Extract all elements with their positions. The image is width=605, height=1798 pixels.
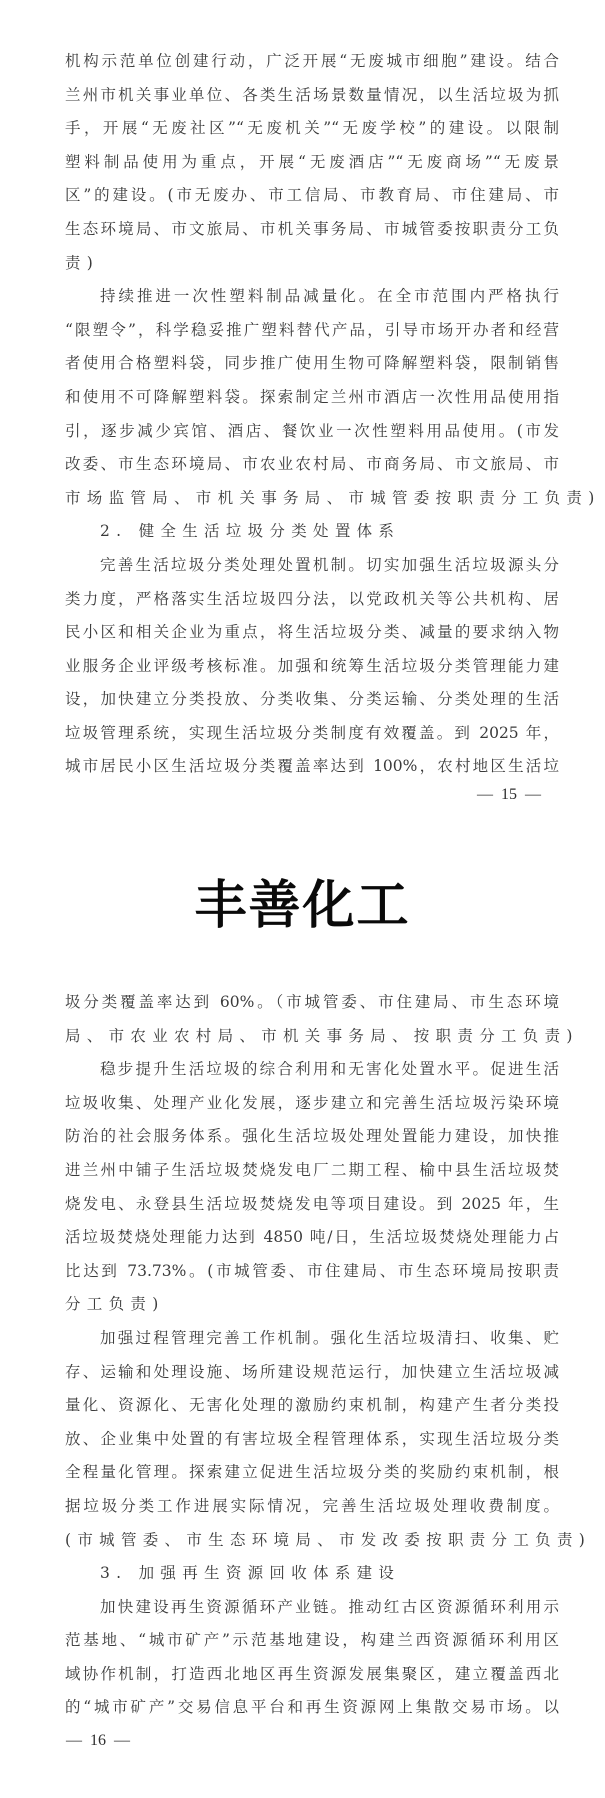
paragraph-line: 民小区和相关企业为重点，将生活垃圾分类、减量的要求纳入物 <box>65 623 559 642</box>
paragraph-line: 活垃圾焚烧处理能力达到 4850 吨/日，生活垃圾焚烧处理能力占 <box>65 1228 559 1247</box>
paragraph-line: 市场监管局、市机关事务局、市城管委按职责分工负责) <box>65 488 601 507</box>
paragraph-line: 区”的建设。(市无废办、市工信局、市教育局、市住建局、市 <box>65 186 559 205</box>
paragraph-line: 者使用合格塑料袋，同步推广使用生物可降解塑料袋，限制销售 <box>65 354 559 373</box>
paragraph-line: 机构示范单位创建行动，广泛开展“无废城市细胞”建设。结合 <box>65 52 559 70</box>
paragraph-line: 稳步提升生活垃圾的综合利用和无害化处置水平。促进生活 <box>100 1060 559 1079</box>
paragraph-line: 分工负责) <box>65 1295 165 1314</box>
paragraph-line: 完善生活垃圾分类处理处置机制。切实加强生活垃圾源头分 <box>100 555 559 574</box>
paragraph-line: “限塑令”，科学稳妥推广塑料替代产品，引导市场开办者和经营 <box>65 320 559 339</box>
paragraph-line: 域协作机制，打造西北地区再生资源发展集聚区，建立覆盖西北 <box>65 1664 559 1683</box>
paragraph-line: 的“城市矿产”交易信息平台和再生资源网上集散交易市场。以 <box>65 1698 559 1717</box>
paragraph-line: 持续推进一次性塑料制品减量化。在全市范围内严格执行 <box>100 287 559 306</box>
paragraph-line: 据垃圾分类工作进展实际情况，完善生活垃圾处理收费制度。 <box>65 1496 559 1515</box>
paragraph-line: 类力度，严格落实生活垃圾四分法，以党政机关等公共机构、居 <box>65 589 559 608</box>
paragraph-line: 和使用不可降解塑料袋。探索制定兰州市酒店一次性用品使用指 <box>65 387 559 406</box>
paragraph-line: 兰州市机关事业单位、各类生活场景数量情况，以生活垃圾为抓 <box>65 85 559 104</box>
paragraph-line: 比达到 73.73%。(市城管委、市住建局、市生态环境局按职责 <box>65 1261 559 1280</box>
paragraph-line: 生态环境局、市文旅局、市机关事务局、市城管委按职责分工负 <box>65 219 559 238</box>
page-text-block <box>65 45 601 784</box>
paragraph-line: 放、企业集中处置的有害垃圾全程管理体系，实现生活垃圾分类 <box>65 1429 559 1448</box>
paragraph-line: 手，开展“无废社区”“无废机关”“无废学校”的建设。以限制 <box>65 119 559 138</box>
watermark-logo-text: 丰善化工 <box>194 876 411 936</box>
paragraph-line: 存、运输和处理设施、场所建设规范运行，加快建立生活垃圾减 <box>65 1362 559 1381</box>
paragraph-line: 城市居民小区生活垃圾分类覆盖率达到 100%，农村地区生活垃 <box>65 757 559 776</box>
document-page-15 <box>0 0 605 840</box>
section-heading: 2. 健全生活垃圾分类处置体系 <box>100 522 401 541</box>
paragraph-line: 进兰州中铺子生活垃圾焚烧发电厂二期工程、榆中县生活垃圾焚 <box>65 1160 559 1179</box>
paragraph-line: 圾分类覆盖率达到 60%。（市城管委、市住建局、市生态环境 <box>65 993 559 1011</box>
paragraph-line: 塑料制品使用为重点，开展“无废酒店”“无废商场”“无废景 <box>65 152 559 171</box>
paragraph-line: 加快建设再生资源循环产业链。推动红古区资源循环利用示 <box>100 1597 559 1616</box>
paragraph-line: 垃圾管理系统，实现生活垃圾分类制度有效覆盖。到 2025 年， <box>65 723 559 742</box>
page-text-block <box>65 986 592 1725</box>
paragraph-line: (市城管委、市生态环境局、市发改委按职责分工负责) <box>65 1530 592 1549</box>
paragraph-line: 垃圾收集、处理产业化发展，逐步建立和完善生活垃圾污染环境 <box>65 1093 559 1112</box>
paragraph-line: 责) <box>65 253 100 272</box>
document-page-16 <box>0 990 605 1798</box>
paragraph-line: 范基地、“城市矿产”示范基地建设，构建兰西资源循环利用区 <box>65 1631 559 1650</box>
paragraph-line: 局、市农业农村局、市机关事务局、按职责分工负责) <box>65 1026 579 1045</box>
paragraph-line: 业服务企业评级考核标准。加强和统筹生活垃圾分类管理能力建 <box>65 656 559 675</box>
paragraph-line: 量化、资源化、无害化处理的激励约束机制，构建产生者分类投 <box>65 1396 559 1415</box>
page-number: — 15 — <box>477 786 541 803</box>
section-heading: 3. 加强再生资源回收体系建设 <box>100 1564 401 1583</box>
page-number: — 16 — <box>66 1732 130 1749</box>
paragraph-line: 全程量化管理。探索建立促进生活垃圾分类的奖励约束机制，根 <box>65 1463 559 1482</box>
paragraph-line: 烧发电、永登县生活垃圾焚烧发电等项目建设。到 2025 年，生 <box>65 1194 559 1213</box>
paragraph-line: 改委、市生态环境局、市农业农村局、市商务局、市文旅局、市 <box>65 455 559 474</box>
paragraph-line: 设，加快建立分类投放、分类收集、分类运输、分类处理的生活 <box>65 690 559 709</box>
paragraph-line: 防治的社会服务体系。强化生活垃圾处理处置能力建设，加快推 <box>65 1127 559 1146</box>
paragraph-line: 加强过程管理完善工作机制。强化生活垃圾清扫、收集、贮 <box>100 1328 559 1347</box>
paragraph-line: 引，逐步减少宾馆、酒店、餐饮业一次性塑料用品使用。(市发 <box>65 421 559 440</box>
